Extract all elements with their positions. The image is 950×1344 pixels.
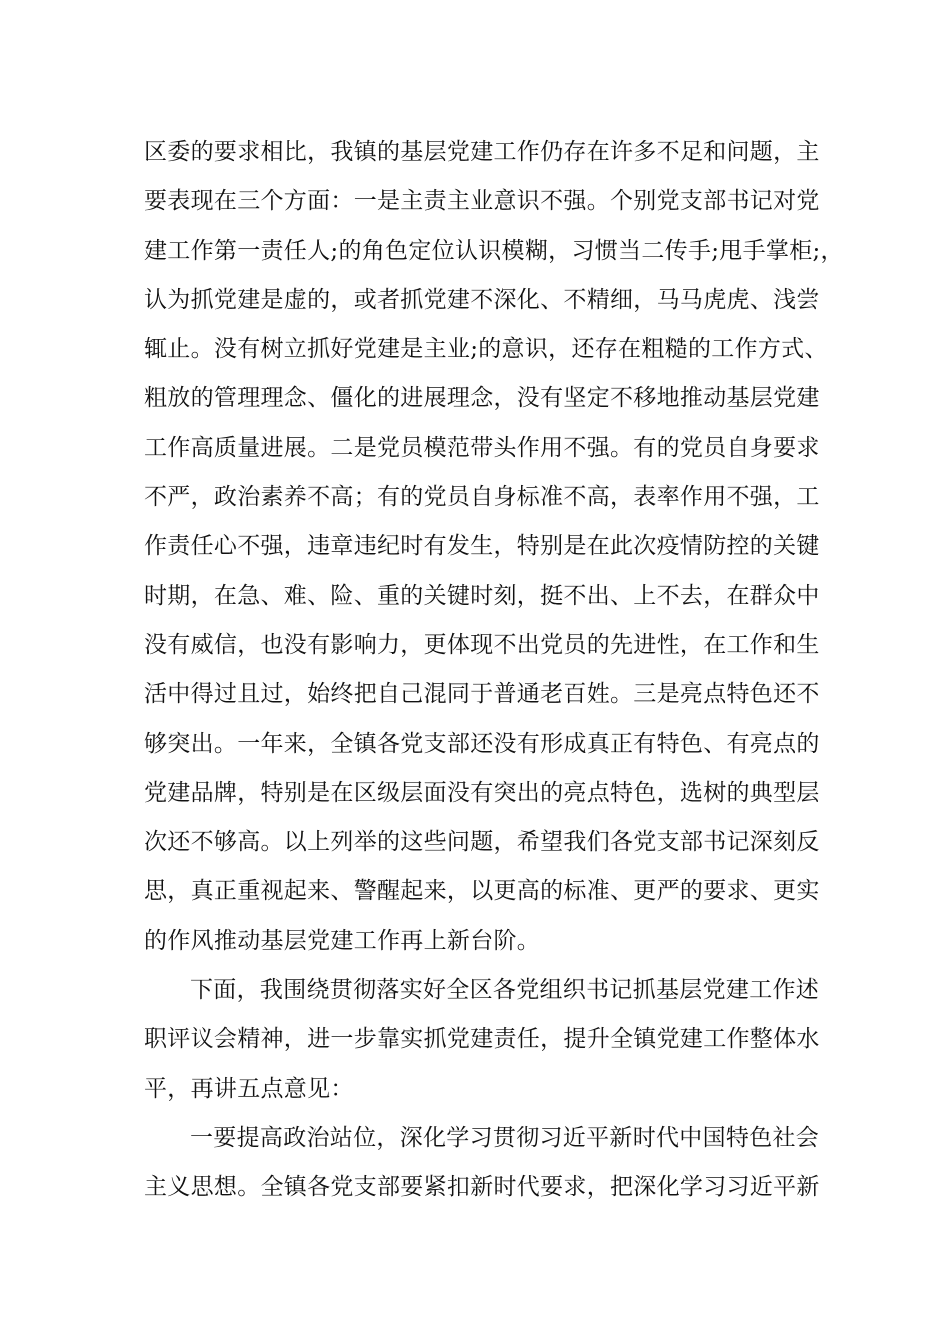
- text-line: 建工作第一责任人;的角色定位认识模糊，习惯当二传手;甩手掌柜;，: [144, 237, 844, 264]
- text-line: 没有威信，也没有影响力，更体现不出党员的先进性，在工作和生: [144, 631, 820, 658]
- text-line: 的作风推动基层党建工作再上新台阶。: [144, 927, 541, 954]
- text-line: 辄止。没有树立抓好党建是主业;的意识，还存在粗糙的工作方式、: [144, 336, 828, 363]
- text-line: 工作高质量进展。二是党员模范带头作用不强。有的党员自身要求: [144, 434, 820, 461]
- text-line: 主义思想。全镇各党支部要紧扣新时代要求，把深化学习习近平新: [144, 1174, 820, 1201]
- text-line: 粗放的管理理念、僵化的进展理念，没有坚定不移地推动基层党建: [144, 385, 820, 412]
- text-line: 思，真正重视起来、警醒起来，以更高的标准、更严的要求、更实: [144, 878, 820, 905]
- text-line: 党建品牌，特别是在区级层面没有突出的亮点特色，选树的典型层: [144, 779, 820, 806]
- text-line: 要表现在三个方面：一是主责主业意识不强。个别党支部书记对党: [144, 188, 820, 215]
- text-line: 活中得过且过，始终把自己混同于普通老百姓。三是亮点特色还不: [144, 681, 820, 708]
- text-line: 职评议会精神，进一步靠实抓党建责任，提升全镇党建工作整体水: [144, 1026, 820, 1053]
- text-line: 认为抓党建是虚的，或者抓党建不深化、不精细，马马虎虎、浅尝: [144, 286, 820, 313]
- text-line: 次还不够高。以上列举的这些问题，希望我们各党支部书记深刻反: [144, 829, 820, 856]
- text-line: 区委的要求相比，我镇的基层党建工作仍存在许多不足和问题，主: [144, 139, 820, 165]
- body-text: [144, 128, 844, 1213]
- paragraph-start-line: 下面，我围绕贯彻落实好全区各党组织书记抓基层党建工作述: [190, 977, 820, 1004]
- text-line: 时期，在急、难、险、重的关键时刻，挺不出、上不去，在群众中: [144, 582, 820, 609]
- text-line: 平，再讲五点意见：: [144, 1075, 354, 1102]
- text-line: 作责任心不强，违章违纪时有发生，特别是在此次疫情防控的关键: [144, 533, 820, 560]
- text-line: 够突出。一年来，全镇各党支部还没有形成真正有特色、有亮点的: [144, 730, 820, 757]
- paragraph-start-line: 一要提高政治站位，深化学习贯彻习近平新时代中国特色社会: [190, 1124, 820, 1151]
- text-line: 不严，政治素养不高；有的党员自身标准不高，表率作用不强，工: [144, 484, 820, 511]
